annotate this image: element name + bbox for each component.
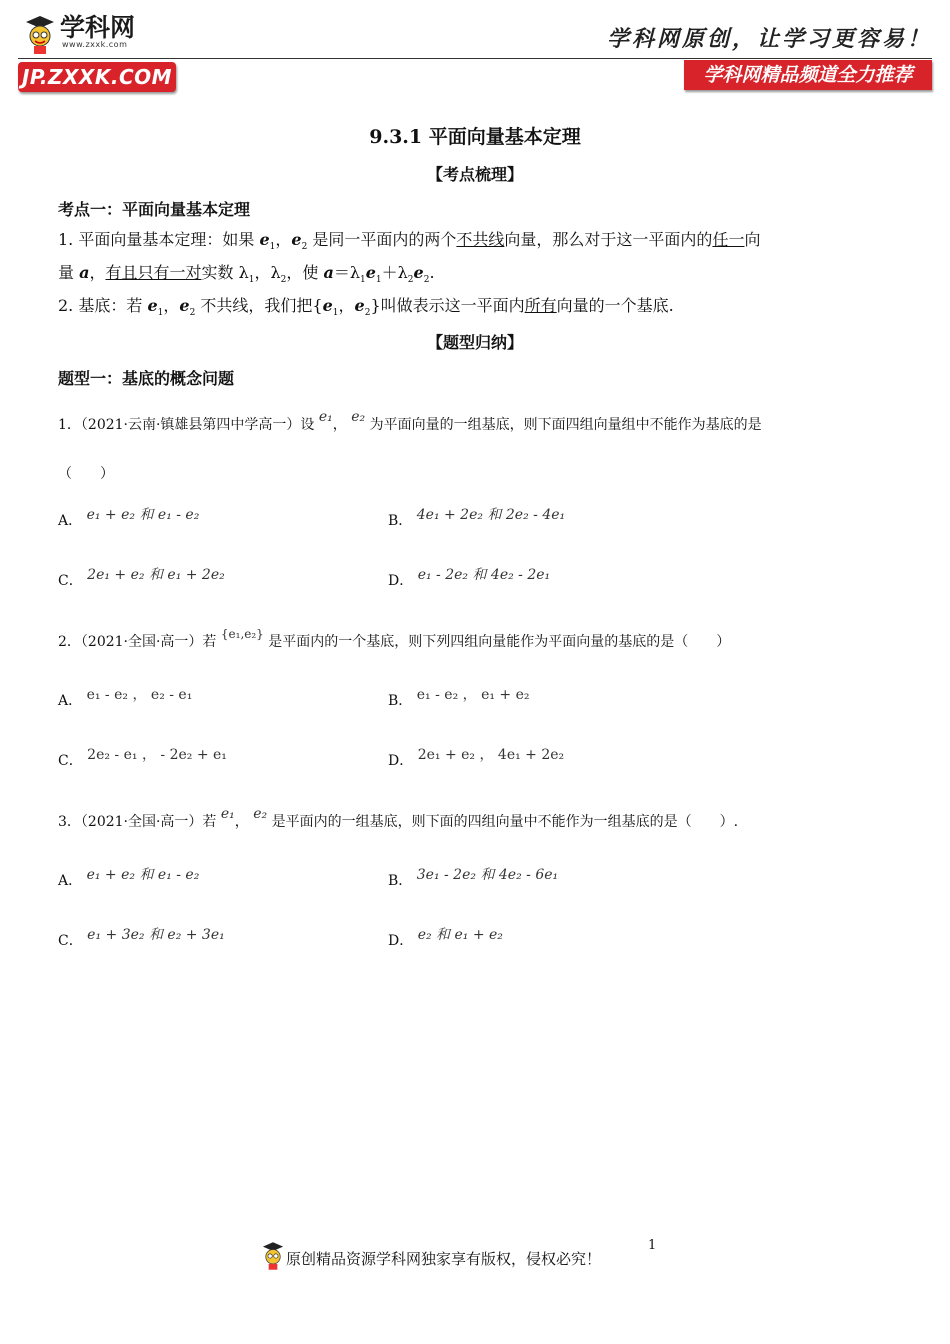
- q1-option-b[interactable]: B． 4e₁ + 2e₂ 和 2e₂ - 4e₁: [388, 507, 566, 529]
- q3-option-b[interactable]: B． 3e₁ - 2e₂ 和 4e₂ - 6e₁: [388, 867, 559, 889]
- zxxk-logo[interactable]: [22, 14, 135, 56]
- section-heading-types: 【题型归纳】: [426, 333, 523, 352]
- jp-zxxk-badge[interactable]: JP.ZXXK.COM: [18, 62, 176, 92]
- q1-option-c[interactable]: C． 2e₁ + e₂ 和 e₁ + 2e₂: [58, 567, 225, 589]
- footer-copyright: 原创精品资源学科网独家享有版权，侵权必究！: [286, 1249, 602, 1268]
- question-3-stem: 3．（2021·全国·高一）若 e₁， e₂ 是平面内的一组基底，则下面的四组向量中不能作为一组基底的是（ ）.: [58, 806, 739, 830]
- type1-heading: 题型一：基底的概念问题: [58, 369, 235, 388]
- kp1-heading: 考点一：平面向量基本定理: [58, 200, 251, 219]
- question-2-stem: 2．（2021·全国·高一）若 {e₁,e₂} 是平面内的一个基底，则下列四组向量能作为平面向量的基底的是（ ）: [58, 627, 731, 650]
- q2-option-d[interactable]: D． 2e₁ + e₂ ， 4e₁ + 2e₂: [388, 747, 565, 769]
- page-number: 1: [648, 1238, 657, 1253]
- header-slogan: 学科网原创，让学习更容易！: [606, 26, 932, 52]
- q3-option-a[interactable]: A． e₁ + e₂ 和 e₁ - e₂: [58, 867, 200, 889]
- question-1-stem: 1．（2021·云南·镇雄县第四中学高一）设 e₁， e₂ 为平面向量的一组基底，则下面四组向量组中不能作为基底的是: [58, 409, 762, 433]
- kp1-line2: 量 a，有且只有一对实数 $\lambda_1$，$\lambda_2$，使 $a=\lambda_1e_1+\lambda_2e_2$.: [58, 263, 435, 286]
- q2-option-a[interactable]: A． e₁ - e₂ ， e₂ - e₁: [58, 687, 193, 709]
- kp1-line1: 1. 平面向量基本定理：如果 $e_1$，$e_2$ 是同一平面内的两个不共线向量，那么对于这一平面内的任一向: [58, 230, 761, 253]
- logo-url: www.zxxk.com: [62, 40, 128, 49]
- q1-option-a[interactable]: A． e₁ + e₂ 和 e₁ - e₂: [58, 507, 200, 529]
- q3-option-d[interactable]: D． e₂ 和 e₁ + e₂: [388, 927, 503, 949]
- page-title: 9.3.1 平面向量基本定理: [369, 126, 581, 148]
- kp1-line3: 2. 基底：若 $e_1$，$e_2$ 不共线，我们把{$e_1$，$e_2$}叫做表示这一平面内所有向量的一个基底.: [58, 296, 674, 319]
- footer: [260, 1240, 601, 1276]
- q1-option-d[interactable]: D． e₁ - 2e₂ 和 4e₂ - 2e₁: [388, 567, 551, 589]
- section-heading-points: 【考点梳理】: [426, 165, 523, 184]
- q2-option-b[interactable]: B． e₁ - e₂ ， e₁ + e₂: [388, 687, 530, 709]
- mascot-icon: [22, 14, 58, 56]
- header-divider: [18, 58, 932, 59]
- q3-option-c[interactable]: C． e₁ + 3e₂ 和 e₂ + 3e₁: [58, 927, 225, 949]
- mascot-icon: [260, 1240, 286, 1276]
- question-1-paren: （ ）: [58, 466, 114, 482]
- logo-text: 学科网: [60, 13, 136, 42]
- recommend-banner[interactable]: 学科网精品频道全力推荐: [684, 60, 932, 90]
- q2-option-c[interactable]: C． 2e₂ - e₁ ， - 2e₂ + e₁: [58, 747, 227, 769]
